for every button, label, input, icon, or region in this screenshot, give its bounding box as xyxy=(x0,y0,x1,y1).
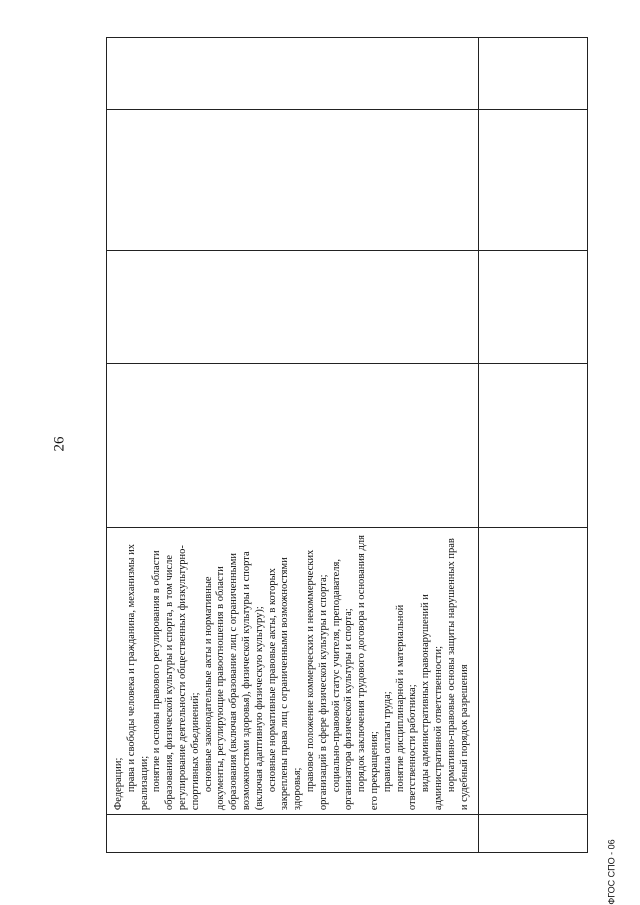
table-cell-empty xyxy=(107,38,478,109)
content-paragraph: понятие и основы правового регулирования в области образования, физической культуры и спорта, в том числе регулирование деятельности общественных физкультурно-спортивных объединений; xyxy=(151,545,201,811)
table-frame xyxy=(106,37,588,853)
table-cell-content xyxy=(107,527,478,814)
table-cell-empty xyxy=(479,109,587,251)
table-cell-empty xyxy=(107,109,478,251)
content-paragraph: социально-правовой статус учителя, преподавателя, организатора физической культуры и спорта; xyxy=(330,559,355,811)
content-paragraph: виды административных правонарушений и административной ответственности; xyxy=(420,594,444,811)
page-number-text: 26 xyxy=(51,436,68,452)
content-paragraph: понятие дисциплинарной и материальной ответственности работника; xyxy=(394,604,419,811)
content-paragraph: правила оплаты труда; xyxy=(381,691,393,793)
table-cell-empty xyxy=(479,814,587,852)
content-paragraph: правовое положение коммерческих и некоммерческих организаций в сфере физической культуры и спорта; xyxy=(304,549,329,811)
content-paragraph: основные нормативные правовые акты, в которых закреплены права лиц с ограниченными возможностями здоровья; xyxy=(266,557,304,811)
table-cell-empty xyxy=(479,250,587,363)
content-paragraph: основные законодательные акты и нормативные документы, регулирующие правоотношения в области образования (включая образование лиц с ограниченными возможностями здоровья), физической культуры и спорта (включая адаптивную физическую культуру); xyxy=(202,551,265,811)
content-paragraph: порядок заключения трудового договора и основания для его прекращения; xyxy=(356,535,380,811)
table-cell-empty xyxy=(479,363,587,527)
table-cell-empty xyxy=(479,527,587,814)
content-paragraph: нормативно-правовые основы защиты нарушенных прав и судебный порядок разрешения xyxy=(445,538,470,811)
content-paragraph: Федерации; xyxy=(113,757,124,811)
table-cell-empty xyxy=(107,363,478,527)
table-cell-empty xyxy=(479,38,587,109)
table-cell-empty xyxy=(107,814,478,852)
table-column-empty xyxy=(479,38,587,852)
content-paragraph: права и свободы человека и гражданина, механизмы их реализации; xyxy=(125,544,150,811)
content-text xyxy=(107,528,475,814)
table-column-content xyxy=(107,38,479,852)
table-cell-empty xyxy=(107,250,478,363)
footer-code-text: ФГОС СПО - 06 xyxy=(606,839,617,905)
rotated-table xyxy=(106,37,588,853)
